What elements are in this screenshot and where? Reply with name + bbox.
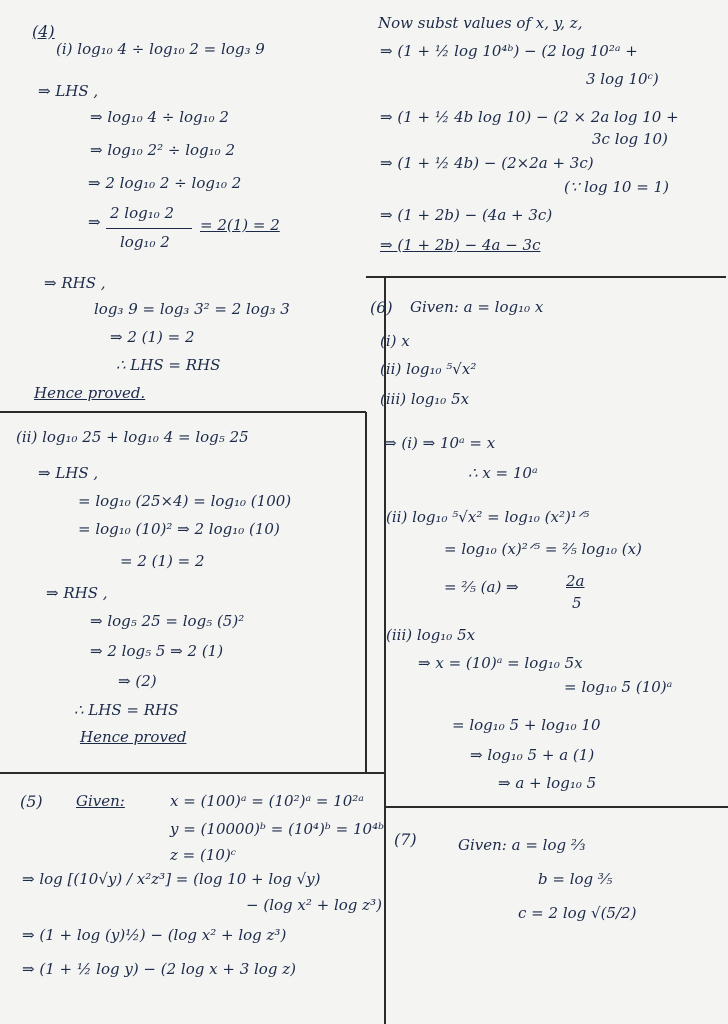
- q5-number: (5): [20, 792, 43, 811]
- q5-z: z = (10)ᶜ: [170, 846, 237, 864]
- q4-rhs-1: log₃ 9 = log₃ 3² = 2 log₃ 3: [94, 300, 290, 318]
- q7-b: b = log ³⁄₅: [538, 870, 613, 888]
- q6-given: Given: a = log₁₀ x: [410, 298, 544, 316]
- q4-rhs-2: ⇒ 2 (1) = 2: [110, 328, 195, 346]
- q4-lhs-4-arrow: ⇒: [88, 213, 101, 231]
- q6-b-2-den: 5: [572, 594, 582, 612]
- q7-c: c = 2 log √(5/2): [518, 904, 637, 922]
- subst-line-1: ⇒ (1 + ½ log 10⁴ᵇ) − (2 log 10²ᵃ +: [380, 42, 638, 60]
- q4ii-lhs-head: ⇒ LHS ,: [38, 464, 99, 482]
- q4ii-rhs-4: ∴ LHS = RHS: [74, 701, 179, 719]
- q4-fraction-bar: [106, 228, 192, 229]
- divider-left-ii: [0, 411, 366, 413]
- q6-item-i: (i) x: [380, 332, 410, 350]
- q4-part-i: (i) log₁₀ 4 ÷ log₁₀ 2 = log₃ 9: [56, 40, 265, 58]
- subst-head: Now subst values of x, y, z,: [378, 14, 583, 32]
- q5-step-3: ⇒ (1 + ½ log y) − (2 log x + 3 log z): [22, 960, 296, 978]
- q4-number: (4): [32, 22, 55, 41]
- subst-line-2: ⇒ (1 + ½ 4b log 10) − (2 × 2a log 10 +: [380, 108, 679, 126]
- q4-lhs-2: ⇒ log₁₀ 2² ÷ log₁₀ 2: [90, 141, 235, 159]
- divider-right-6-top: [366, 276, 726, 278]
- q6-item-iii: (iii) log₁₀ 5x: [380, 390, 470, 408]
- q6-item-ii: (ii) log₁₀ ⁵√x²: [380, 360, 477, 378]
- q4ii-lhs-1: = log₁₀ (25×4) = log₁₀ (100): [78, 492, 292, 510]
- q5-y: y = (10000)ᵇ = (10⁴)ᵇ = 10⁴ᵇ: [170, 820, 385, 838]
- q4ii-rhs-head: ⇒ RHS ,: [46, 584, 108, 602]
- q6-number: (6): [370, 298, 393, 317]
- q5-x: x = (100)ᵃ = (10²)ᵃ = 10²ᵃ: [170, 792, 364, 810]
- q6-c-5: ⇒ a + log₁₀ 5: [498, 774, 597, 792]
- q6-c-4: ⇒ log₁₀ 5 + a (1): [470, 746, 595, 764]
- q6-c-3: = log₁₀ 5 + log₁₀ 10: [452, 716, 601, 734]
- q4ii-rhs-1: ⇒ log₅ 25 = log₅ (5)²: [90, 612, 245, 630]
- q4-rhs-head: ⇒ RHS ,: [44, 274, 106, 292]
- q6-b-2-num: 2a: [566, 572, 585, 590]
- q5-step-1b: − (log x² + log z³): [246, 896, 382, 914]
- q4-rhs-3: ∴ LHS = RHS: [116, 356, 221, 374]
- q6-c-1: ⇒ x = (10)ᵃ = log₁₀ 5x: [418, 654, 583, 672]
- q6-a-res: ∴ x = 10ᵃ: [468, 464, 538, 482]
- q6-c-head: (iii) log₁₀ 5x: [386, 626, 476, 644]
- subst-line-1b: 3 log 10ᶜ): [586, 70, 659, 88]
- subst-line-3: ⇒ (1 + ½ 4b) − (2×2a + 3c): [380, 154, 594, 172]
- q6-c-2: = log₁₀ 5 (10)ᵃ: [564, 678, 673, 696]
- q7-given: Given: a = log ⅔: [458, 836, 586, 854]
- q4ii-part: (ii) log₁₀ 25 + log₁₀ 4 = log₅ 25: [16, 428, 249, 446]
- divider-left-5: [0, 772, 384, 774]
- q5-step-2: ⇒ (1 + log (y)½) − (log x² + log z³): [22, 926, 287, 944]
- q4-lhs-head: ⇒ LHS ,: [38, 82, 99, 100]
- divider-vertical-right: [384, 276, 386, 1024]
- q4ii-rhs-5: Hence proved: [80, 728, 187, 746]
- q4ii-rhs-2: ⇒ 2 log₅ 5 ⇒ 2 (1): [90, 642, 224, 660]
- q5-step-1: ⇒ log [(10√y) / x²z³] = (log 10 + log √y): [22, 870, 321, 888]
- q4ii-rhs-3: ⇒ (2): [118, 672, 157, 690]
- subst-line-2b: 3c log 10): [592, 130, 668, 148]
- divider-vertical-left: [365, 412, 367, 774]
- q4ii-lhs-3: = 2 (1) = 2: [120, 552, 205, 570]
- q5-given: Given:: [76, 792, 125, 810]
- q4-rhs-4: Hence proved.: [34, 384, 146, 402]
- q4-lhs-4-den: log₁₀ 2: [120, 233, 170, 251]
- q6-b-2-left: = ⅖ (a) ⇒: [444, 578, 519, 596]
- q6-a-head: ⇒ (i) ⇒ 10ᵃ = x: [384, 434, 496, 452]
- q6-b-head: (ii) log₁₀ ⁵√x² = log₁₀ (x²)¹ᐟ⁵: [386, 508, 590, 526]
- q6-b-1: = log₁₀ (x)²ᐟ⁵ = ⅖ log₁₀ (x): [444, 540, 642, 558]
- q7-number: (7): [394, 830, 417, 849]
- q4ii-lhs-2: = log₁₀ (10)² ⇒ 2 log₁₀ (10): [78, 520, 280, 538]
- subst-line-4: ⇒ (1 + 2b) − (4a + 3c): [380, 206, 553, 224]
- q4-lhs-1: ⇒ log₁₀ 4 ÷ log₁₀ 2: [90, 108, 229, 126]
- subst-line-5: ⇒ (1 + 2b) − 4a − 3c: [380, 236, 541, 254]
- q4-lhs-4-num: 2 log₁₀ 2: [110, 204, 175, 222]
- q4-lhs-4-res: = 2(1) = 2: [200, 216, 280, 234]
- q4-lhs-3: ⇒ 2 log₁₀ 2 ÷ log₁₀ 2: [88, 174, 242, 192]
- divider-right-7: [384, 806, 728, 808]
- subst-line-3b: (∵ log 10 = 1): [564, 178, 669, 196]
